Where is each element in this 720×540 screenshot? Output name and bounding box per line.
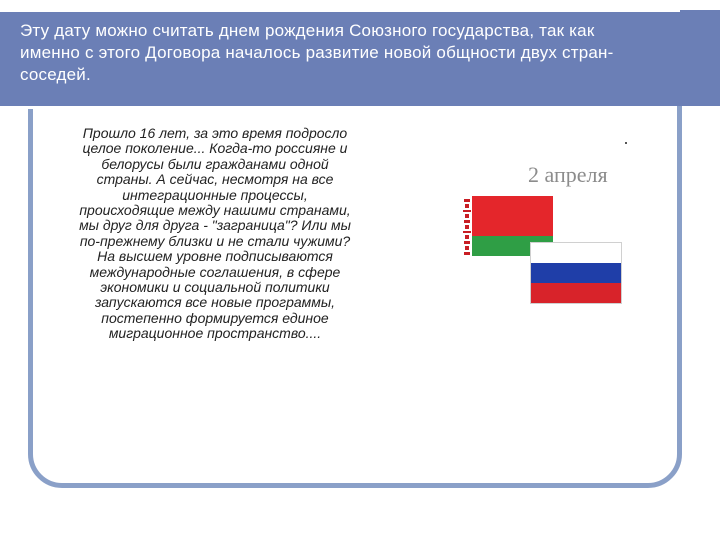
banner-edge bbox=[680, 10, 720, 98]
title-underline bbox=[8, 106, 636, 109]
flags-illustration bbox=[462, 140, 632, 305]
slide-title: Эту дату можно считать днем рождения Союзного государства, так как именно с этого Договора началось развитие новой общности двух стран-соседей. bbox=[20, 21, 614, 84]
date-label: 2 апреля bbox=[528, 162, 608, 187]
title-banner bbox=[0, 12, 720, 106]
russia-flag-icon bbox=[530, 242, 622, 304]
dot-mark bbox=[625, 142, 627, 144]
body-paragraph: Прошло 16 лет, за это время подросло целое поколение... Когда-то россияне и белорусы были гражданами одной страны. А сейчас, несмотря на все интеграционные процессы, происходящие между нашими странами, мы друг для друга - "заграница"? Или мы по-прежнему близки и не стали чужими? На высшем уровне подписываются международные соглашения, в сфере экономики и социальной политики запускаются все новые программы, постепенно формируется единое миграционное пространство.... bbox=[79, 125, 351, 342]
